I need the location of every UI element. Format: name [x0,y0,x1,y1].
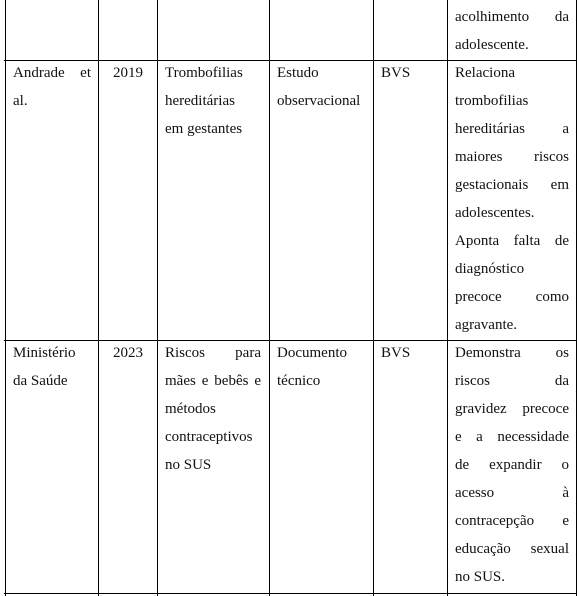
text-line: acolhimento da [455,9,569,25]
row1-tema [165,59,265,143]
text-line: técnico [277,373,321,389]
text-line: no SUS. [455,569,506,585]
col-border-4 [373,0,374,596]
row2-tipo [277,339,372,395]
text-line: observacional [277,93,361,109]
text-line: Ministério [13,345,76,361]
text-line: em gestantes [165,121,243,137]
text-line: Demonstra os [455,345,569,361]
row2-autor [13,339,93,395]
row1-ano [99,59,157,87]
text-line: BVS [381,345,411,361]
text-line: educação sexual [455,541,569,557]
col-border-3 [269,0,270,596]
text-line: contraceptivos [165,429,253,445]
text-line: gravidez precoce [455,401,569,417]
text-line: Andrade et [13,65,91,81]
text-line: mães e bebês e [165,373,261,389]
row2-resultado [455,339,569,591]
text-line: adolescentes. [455,205,535,221]
text-line: acesso à [455,485,569,501]
col-border-right [576,0,577,596]
text-line: Estudo [277,65,319,81]
text-line: Documento [277,345,347,361]
text-line: métodos [165,401,216,417]
col-border-5 [447,0,448,596]
text-line: agravante. [455,317,518,333]
text-line: Relaciona [455,65,515,81]
row2-tema [165,339,261,479]
text-line: no SUS [165,457,212,473]
text-line: adolescente. [455,37,529,53]
text-line: 2019 [113,65,143,81]
text-line: contracepção e [455,513,569,529]
col-border-2 [157,0,158,596]
text-line: hereditárias [165,93,235,109]
row2-base [381,339,441,367]
row2-ano [99,339,157,367]
text-line: maiores riscos [455,149,569,165]
row1-resultado [455,59,569,339]
text-line: Riscos para [165,345,261,361]
text-line: 2023 [113,345,143,361]
text-line: da Saúde [13,373,68,389]
text-line: gestacionais em [455,177,569,193]
text-line: Aponta falta de [455,233,569,249]
text-line: riscos da [455,373,569,389]
text-line: e a necessidade [455,429,569,445]
text-line: Trombofilias [165,65,243,81]
row0-resultado [455,3,569,59]
text-line: precoce como [455,289,569,305]
text-line: diagnóstico [455,261,525,277]
text-line: BVS [381,65,411,81]
row-border-bottom [4,593,577,594]
text-line: de expandir o [455,457,569,473]
row1-base [381,59,441,87]
row1-autor [13,59,91,115]
col-border-1 [98,0,99,596]
text-line: al. [13,93,28,109]
col-border-left [5,0,6,596]
text-line: trombofilias [455,93,529,109]
text-line: hereditárias a [455,121,569,137]
row1-tipo [277,59,372,115]
